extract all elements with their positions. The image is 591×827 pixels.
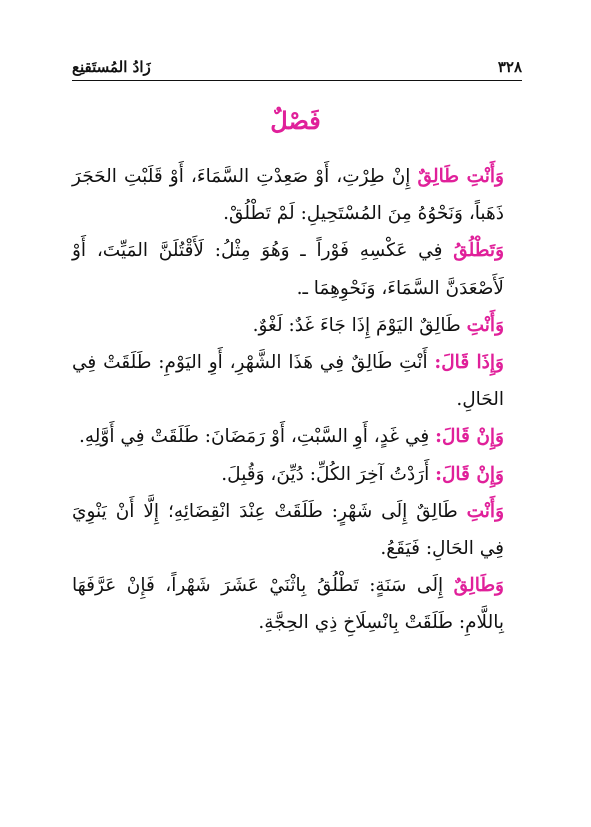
paragraph: [72, 232, 524, 306]
paragraph-text: فِي غَدٍ، أَوِ السَّبْتِ، أَوْ رَمَضَانَ: طَلَقَتْ فِي أَوَّلِهِ.: [78, 426, 436, 448]
paragraph-keyword: وَتَطْلُقُ: [453, 240, 504, 262]
paragraph-text: أَرَدْتُ آخِرَ الكُلِّ: دُيِّنَ، وَقُبِلَ.: [221, 463, 436, 485]
section-title: فَصْلٌ: [270, 106, 321, 135]
body-text: [72, 158, 524, 642]
paragraph: [72, 456, 524, 493]
paragraph: [72, 307, 524, 344]
page-number: ٣٢٨: [497, 58, 522, 76]
paragraph: [72, 567, 524, 641]
paragraph-keyword: وَإِنْ قَالَ:: [435, 426, 504, 448]
paragraph-keyword: وَأَنْتِ: [466, 314, 504, 336]
book-title: زَادُ المُستَقنِع: [72, 58, 151, 76]
paragraph-keyword: وَإِنْ قَالَ:: [435, 463, 504, 485]
paragraph-keyword: وَإِذَا قَالَ:: [434, 352, 504, 374]
paragraph-text: إِنْ طِرْتِ، أَوْ صَعِدْتِ السَّمَاءَ، أَوْ قَلَبْتِ الحَجَرَ ذَهَباً، وَنَحْوُهُ مِنَ المُسْتَحِيلِ: لَمْ تَطْلُقْ.: [72, 166, 504, 225]
paragraph: [72, 493, 524, 567]
paragraph-text: أَنْتِ طَالِقٌ فِي هَذَا الشَّهْرِ، أَوِ اليَوْمِ: طَلَقَتْ فِي الحَالِ.: [72, 352, 504, 411]
paragraph-keyword: وَأَنْتِ طَالِقٌ: [417, 166, 504, 187]
paragraph-text: طَالِقٌ إِلَى شَهْرٍ: طَلَقَتْ عِنْدَ انْقِضَائِهِ؛ إِلَّا أَنْ يَنْوِيَ فِي الحَالِ: فَيَقَعُ.: [72, 500, 504, 560]
paragraph: [72, 344, 524, 418]
header-rule: [72, 80, 522, 81]
paragraph-text: إِلَى سَنَةٍ: تَطْلُقُ بِاثْنَيْ عَشَرَ شَهْراً، فَإِنْ عَرَّفَهَا بِاللَّامِ: طَلَقَتْ بِانْسِلَاخِ ذِي الحِجَّةِ.: [72, 575, 504, 634]
paragraph-keyword: وَطَالِقٌ: [453, 575, 504, 597]
paragraph: [72, 158, 524, 232]
paragraph-text: فِي عَكْسِهِ فَوْراً ـ وَهُوَ مِثْلُ: لَأَقْتُلَنَّ المَيِّتَ، أَوْ لَأَصْعَدَنَّ السَّمَاءَ، وَنَحْوِهِمَا ـ.: [72, 240, 504, 299]
paragraph-text: طَالِقٌ اليَوْمَ إِذَا جَاءَ غَدٌ: لَغْوٌ.: [252, 314, 467, 336]
paragraph: [72, 418, 524, 455]
paragraph-keyword: وَأَنْتِ: [466, 500, 504, 522]
running-header: [72, 56, 522, 76]
